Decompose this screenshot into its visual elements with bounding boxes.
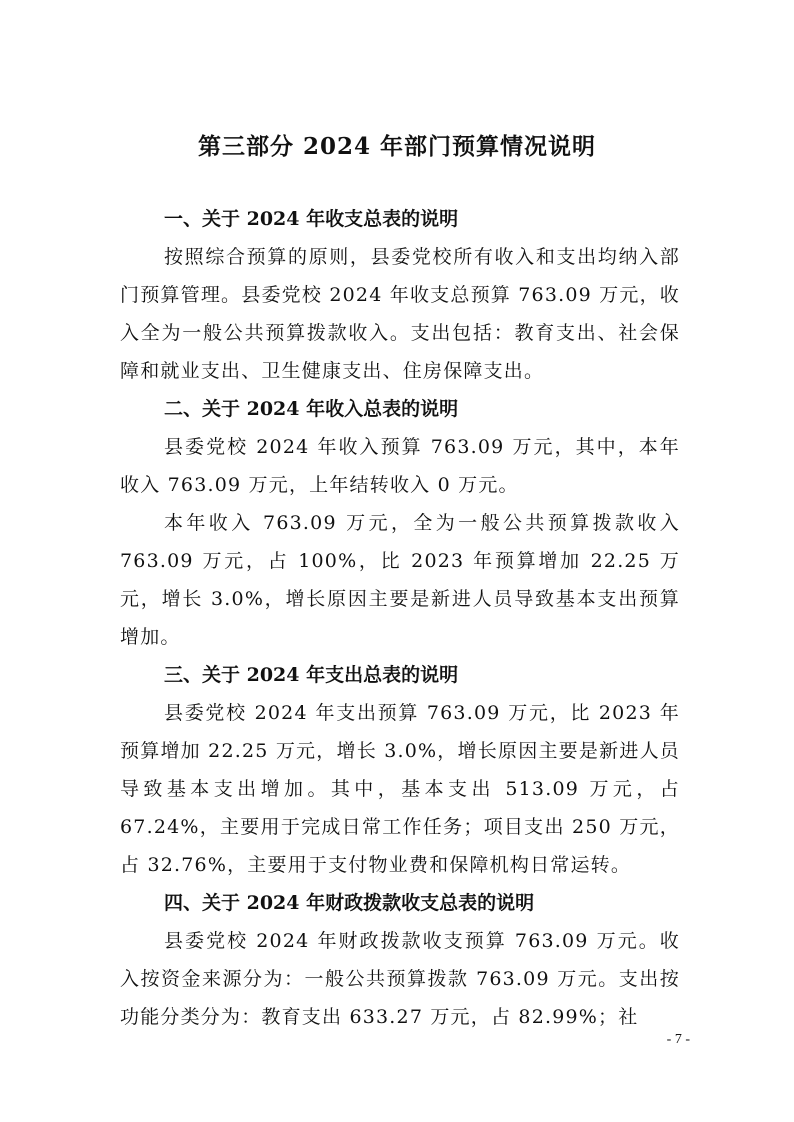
page-number: - 7 - [666, 1032, 690, 1047]
section-heading-1: 一、关于 2024 年收支总表的说明 [164, 208, 459, 230]
paragraph-2-1: 县委党校 2024 年收入预算 763.09 万元，其中，本年收入 763.09 万元，上年结转收入 0 万元。 [120, 436, 680, 496]
section-heading-4: 四、关于 2024 年财政拨款收支总表的说明 [164, 892, 535, 914]
paragraph-2-2: 本年收入 763.09 万元，全为一般公共预算拨款收入 763.09 万元，占 100%，比 2023 年预算增加 22.25 万元，增长 3.0%，增长原因主要是新进人员导致基本支出预算增加。 [120, 512, 680, 648]
page-title: 第三部分 2024 年部门预算情况说明 [197, 133, 597, 160]
section-heading-3: 三、关于 2024 年支出总表的说明 [164, 664, 459, 686]
document-body [120, 200, 680, 1036]
paragraph-3-1: 县委党校 2024 年支出预算 763.09 万元，比 2023 年预算增加 22.25 万元，增长 3.0%，增长原因主要是新进人员导致基本支出增加。其中，基本支出 513.09 万元，占 67.24%，主要用于完成日常工作任务；项目支出 250 万元，占 32.76%，主要用于支付物业费和保障机构日常运转。 [120, 702, 680, 876]
paragraph-1-1: 按照综合预算的原则，县委党校所有收入和支出均纳入部门预算管理。县委党校 2024 年收支总预算 763.09 万元，收入全为一般公共预算拨款收入。支出包括：教育支出、社会保障和就业支出、卫生健康支出、住房保障支出。 [120, 246, 680, 382]
section-heading-2: 二、关于 2024 年收入总表的说明 [164, 398, 459, 420]
paragraph-4-1: 县委党校 2024 年财政拨款收支预算 763.09 万元。收入按资金来源分为：一般公共预算拨款 763.09 万元。支出按功能分类分为：教育支出 633.27 万元，占 82.99%；社 [120, 930, 680, 1028]
